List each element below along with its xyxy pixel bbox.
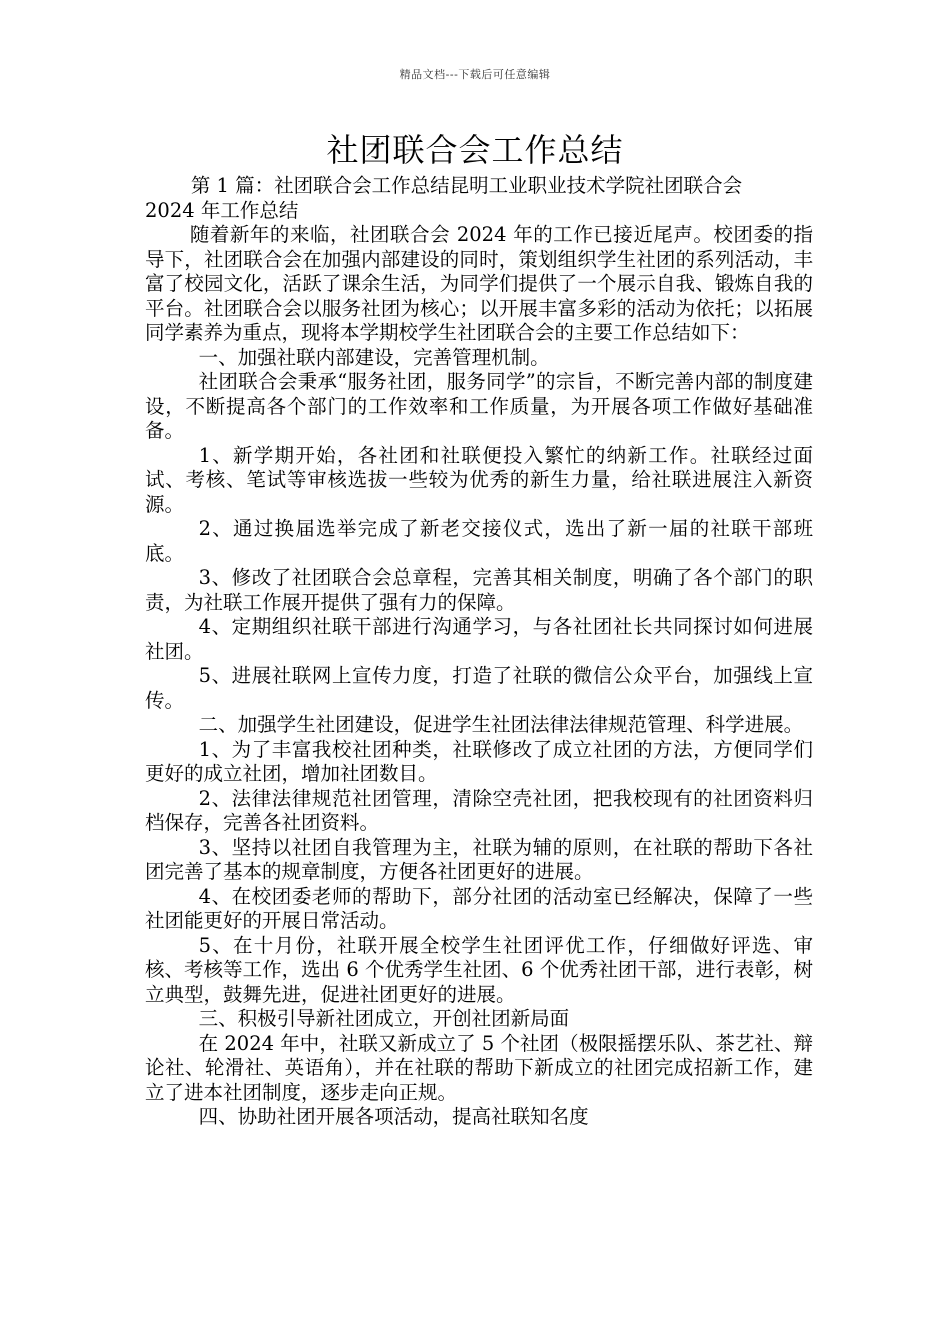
section-heading: 四、协助社团开展各项活动，提高社联知名度 — [198, 1105, 589, 1128]
list-item: 1、新学期开始，各社团和社联便投入繁忙的纳新工作。社联经过面试、考核、笔试等审核选拔一些较为优秀的新生力量，给社联进展注入新资源。 — [145, 443, 813, 516]
list-item: 1、为了丰富我校社团种类，社联修改了成立社团的方法，方便同学们更好的成立社团，增加社团数目。 — [145, 737, 813, 785]
list-item: 4、定期组织社联干部进行沟通学习，与各社团社长共同探讨如何进展社团。 — [145, 615, 813, 663]
list-item: 2、法律法律规范社团管理，清除空壳社团，把我校现有的社团资料归档保存，完善各社团资料。 — [145, 786, 813, 834]
paragraph: 社团联合会秉承“服务社团，服务同学”的宗旨，不断完善内部的制度建设，不断提高各个部门的工作效率和工作质量，为开展各项工作做好基础准备。 — [145, 370, 813, 442]
document-body — [145, 174, 813, 1130]
list-item: 4、在校团委老师的帮助下，部分社团的活动室已经解决，保障了一些社团能更好的开展日常活动。 — [145, 884, 813, 932]
section-heading: 三、积极引导新社团成立，开创社团新局面 — [198, 1007, 570, 1030]
list-item: 3、修改了社团联合会总章程，完善其相关制度，明确了各个部门的职责，为社联工作展开提供了强有力的保障。 — [145, 566, 813, 614]
paragraph-subtitle: 2024 年工作总结 — [145, 198, 299, 222]
header-note: 精品文档---下载后可任意编辑 — [399, 68, 551, 81]
list-item: 3、坚持以社团自我管理为主，社联为辅的原则，在社联的帮助下各社团完善了基本的规章制度，方便各社团更好的进展。 — [145, 835, 813, 883]
list-item: 2、通过换届选举完成了新老交接仪式，选出了新一届的社联干部班底。 — [145, 517, 813, 565]
section-heading: 一、加强社联内部建设，完善管理机制。 — [198, 345, 550, 369]
list-item: 5、进展社联网上宣传力度，打造了社联的微信公众平台，加强线上宣传。 — [145, 664, 813, 712]
paragraph-intro: 第 1 篇：社团联合会工作总结昆明工业职业技术学院社团联合会 — [190, 174, 743, 197]
section-heading: 二、加强学生社团建设，促进学生社团法律法律规范管理、科学进展。 — [198, 713, 804, 736]
document-title: 社团联合会工作总结 — [326, 131, 624, 169]
paragraph: 在 2024 年中，社联又新成立了 5 个社团（极限摇摆乐队、茶艺社、辩论社、轮滑社、英语角），并在社联的帮助下新成立的社团完成招新工作，建立了进本社团制度，逐步走向正规。 — [145, 1031, 813, 1104]
list-item: 5、在十月份，社联开展全校学生社团评优工作，仔细做好评选、审核、考核等工作，选出 6 个优秀学生社团、6 个优秀社团干部，进行表彰，树立典型，鼓舞先进，促进社团更好的进展。 — [145, 933, 813, 1006]
paragraph: 随着新年的来临，社团联合会 2024 年的工作已接近尾声。校团委的指导下，社团联合会在加强内部建设的同时，策划组织学生社团的系列活动，丰富了校园文化，活跃了课余生活，为同学们提供了一个展示自我、锻炼自我的平台。社团联合会以服务社团为核心；以开展丰富多彩的活动为依托；以拓展同学素养为重点，现将本学期校学生社团联合会的主要工作总结如下： — [145, 223, 813, 344]
